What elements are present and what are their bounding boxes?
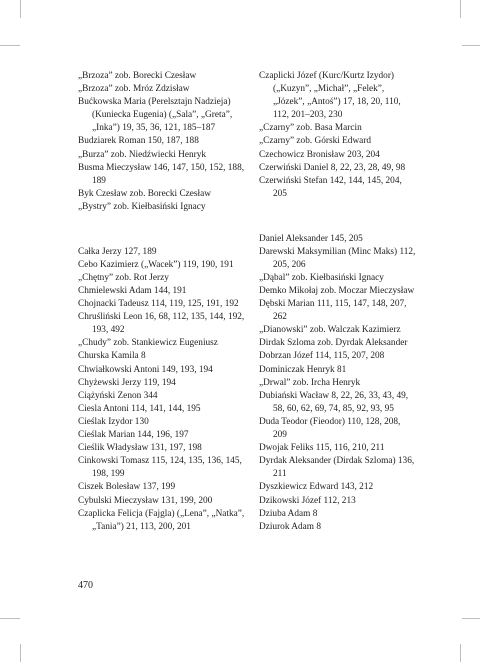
index-entry: Dyszkiewicz Edward 143, 212 — [259, 482, 374, 493]
section-gap — [259, 210, 416, 223]
index-entry: Bućkowska Maria (Perelsztajn Nadzieja) (Kuniecka Eugenia) („Sala”, „Greta”, „Inka”) 19, 35, 36, 121, 185–187 — [78, 97, 233, 134]
section-gap — [78, 223, 250, 236]
index-entry: Dobrzan Józef 114, 115, 207, 208 — [259, 351, 385, 362]
index-entry: Busma Mieczysław 146, 147, 150, 152, 188, 189 — [78, 162, 245, 186]
index-entry: „Burza” zob. Niedźwiecki Henryk — [78, 149, 207, 160]
index-entry: Daniel Aleksander 145, 205 — [259, 233, 363, 244]
index-entry: Ciesla Antoni 114, 141, 144, 195 — [78, 403, 201, 414]
index-entry: „Brzoza” zob. Borecki Czesław — [78, 71, 197, 81]
index-entry: Czechowicz Bronisław 203, 204 — [259, 149, 380, 160]
index-column-left — [78, 70, 250, 534]
index-entry: Ciszek Bolesław 137, 199 — [78, 482, 176, 493]
index-entry: Czerwiński Daniel 8, 22, 23, 28, 49, 98 — [259, 162, 406, 173]
index-entry: „Brzoza” zob. Mróz Zdzisław — [78, 84, 190, 95]
index-entry: Dziurok Adam 8 — [259, 521, 321, 532]
index-entry: Budziarek Roman 150, 187, 188 — [78, 136, 199, 147]
index-entry: Ciążyński Zenon 344 — [78, 390, 158, 401]
index-entry: Cieślak Marian 144, 196, 197 — [78, 430, 189, 441]
crop-mark — [20, 0, 21, 18]
index-entry: Dyrdak Aleksander (Dirdak Szloma) 136, 211 — [259, 456, 415, 480]
index-entry: Demko Mikołaj zob. Moczar Mieczysław — [259, 286, 415, 296]
index-entry: Dzikowski Józef 112, 213 — [259, 495, 356, 506]
index-entry: „Bystry” zob. Kiełbasiński Ignacy — [78, 201, 206, 212]
crop-mark — [0, 45, 20, 46]
index-entry: Dirdak Szloma zob. Dyrdak Aleksander — [259, 338, 408, 349]
index-column-right — [259, 70, 416, 534]
index-entry: Cinkowski Tomasz 115, 124, 135, 136, 145, 198, 199 — [78, 456, 242, 480]
index-entry: Czerwiński Stefan 142, 144, 145, 204, 205 — [259, 175, 402, 199]
index-entry: Byk Czesław zob. Borecki Czesław — [78, 188, 211, 199]
index-entry: „Chętny” zob. Rot Jerzy — [78, 272, 169, 283]
crop-mark — [460, 644, 461, 662]
index-entry: Chojnacki Tadeusz 114, 119, 125, 191, 192 — [78, 299, 239, 310]
index-entry: Czaplicka Felicja (Fajgla) („Lena”, „Natka”, „Tania”) 21, 113, 200, 201 — [78, 508, 245, 532]
index-entry: Chmielewski Adam 144, 191 — [78, 286, 187, 296]
index-entry: Dominiczak Henryk 81 — [259, 364, 347, 375]
index-entry: Cieślak Izydor 130 — [78, 416, 149, 427]
index-entry: „Czarny” zob. Basa Marcin — [259, 123, 362, 134]
page-number: 470 — [78, 580, 93, 591]
index-entry: Chwiałkowski Antoni 149, 193, 194 — [78, 364, 213, 375]
index-entry: Churska Kamila 8 — [78, 351, 146, 362]
index-entry: Dwojak Feliks 115, 116, 210, 211 — [259, 443, 385, 454]
index-entry: „Dąbal” zob. Kiełbasiński Ignacy — [259, 272, 384, 283]
index-entry: Duda Teodor (Fieodor) 110, 128, 208, 209 — [259, 416, 401, 441]
index-entry: Cebo Kazimierz („Wacek”) 119, 190, 191 — [78, 259, 234, 270]
index-entry: „Chudy” zob. Stankiewicz Eugeniusz — [78, 338, 218, 349]
index-entry: „Czarny” zob. Górski Edward — [259, 136, 372, 147]
index-entry: Dziuba Adam 8 — [259, 508, 318, 519]
crop-mark — [460, 0, 461, 18]
crop-mark — [462, 45, 480, 46]
index-entry: Dubiański Wacław 8, 22, 26, 33, 43, 49, 58, 60, 62, 69, 74, 85, 92, 93, 95 — [259, 390, 409, 414]
index-entry: Dębski Marian 111, 115, 147, 148, 207, 262 — [259, 299, 407, 323]
index-entry: Czaplicki Józef (Kurc/Kurtz Izydor) („Kuzyn”, „Michał”, „Felek”, „Józek”, „Antoś”) 17, 18, 20, 110, 112, 201–203, 230 — [259, 71, 401, 121]
index-entry: Cieślik Władysław 131, 197, 198 — [78, 443, 202, 454]
index-entry: „Drwal” zob. Ircha Henryk — [259, 377, 361, 388]
index-entry: „Dianowski” zob. Walczak Kazimierz — [259, 325, 401, 336]
crop-mark — [462, 618, 480, 619]
crop-mark — [0, 618, 20, 619]
crop-mark — [20, 644, 21, 662]
index-entry: Całka Jerzy 127, 189 — [78, 246, 157, 257]
index-entry: Chyżewski Jerzy 119, 194 — [78, 377, 176, 388]
index-entry: Cybulski Mieczysław 131, 199, 200 — [78, 495, 213, 506]
index-entry: Darewski Maksymilian (Minc Maks) 112, 205, 206 — [259, 246, 416, 270]
index-entry: Chruśliński Leon 16, 68, 112, 135, 144, 192, 193, 492 — [78, 312, 245, 336]
